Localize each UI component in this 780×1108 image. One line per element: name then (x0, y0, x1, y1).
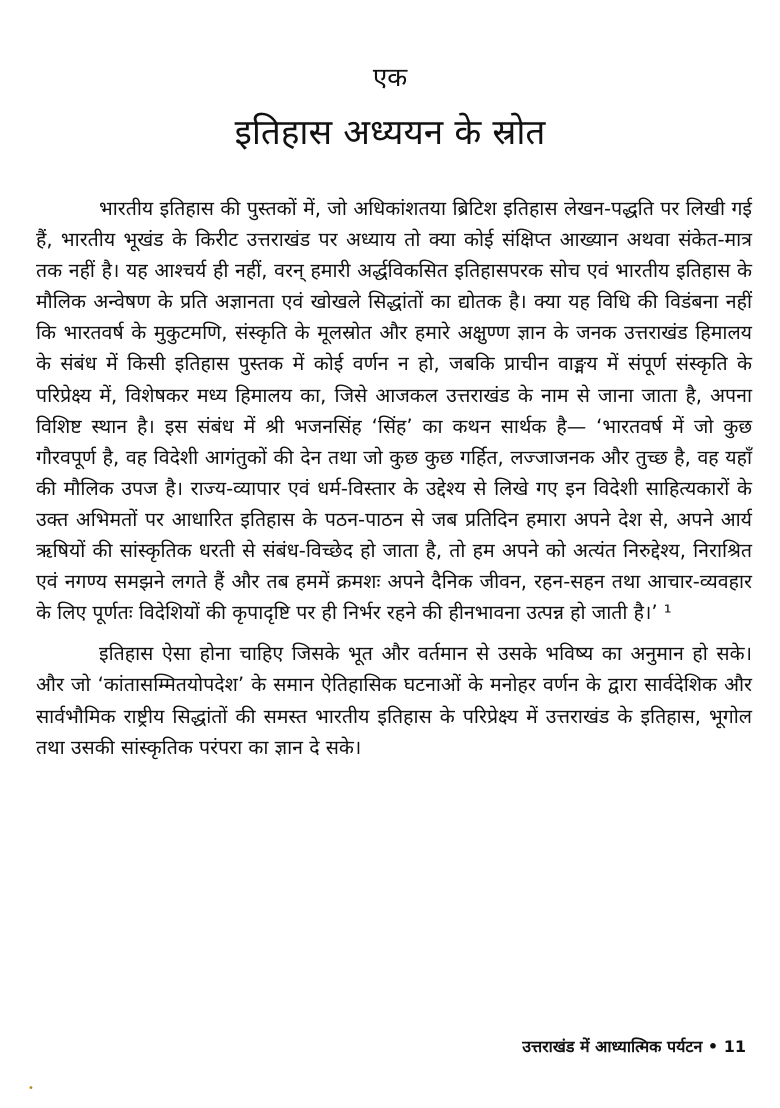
footer-separator: • (707, 1037, 719, 1056)
paragraph-1: भारतीय इतिहास की पुस्तकों में, जो अधिकांशतया ब्रिटिश इतिहास लेखन-पद्धति पर लिखी गई हैं, भारतीय भूखंड के किरीट उत्तराखंड पर अध्याय तो क्या कोई संक्षिप्त आख्यान अथवा संकेत-मात्र तक नहीं है। यह आश्चर्य ही नहीं, वरन् हमारी अर्द्धविकसित इतिहासपरक सोच एवं भारतीय इतिहास के मौलिक अन्वेषण के प्रति अज्ञानता एवं खोखले सिद्धांतों का द्योतक है। क्या यह विधि की विडंबना नहीं कि भारतवर्ष के मुकुटमणि, संस्कृति के मूलस्रोत और हमारे अक्षुण्ण ज्ञान के जनक उत्तराखंड हिमालय के संबंध में किसी इतिहास पुस्तक में कोई वर्णन न हो, जबकि प्राचीन वाङ्मय में संपूर्ण संस्कृति के परिप्रेक्ष्य में, विशेषकर मध्य हिमालय का, जिसे आजकल उत्तराखंड के नाम से जाना जाता है, अपना विशिष्ट स्थान है। इस संबंध में श्री भजनसिंह ‘सिंह’ का कथन सार्थक है— ‘भारतवर्ष में जो कुछ गौरवपूर्ण है, वह विदेशी आगंतुकों की देन तथा जो कुछ कुछ गर्हित, लज्जाजनक और तुच्छ है, वह यहाँ की मौलिक उपज है। राज्य-व्यापार एवं धर्म-विस्तार के उद्देश्य से लिखे गए इन विदेशी साहित्यकारों के उक्त अभिमतों पर आधारित इतिहास के पठन-पाठन से जब प्रतिदिन हमारा अपने देश से, अपने आर्य ऋषियों की सांस्कृतिक धरती से संबंध-विच्छेद हो जाता है, तो हम अपने को अत्यंत निरुद्देश्य, निराश्रित एवं नगण्य समझने लगते हैं और तब हममें क्रमशः अपने दैनिक जीवन, रहन-सहन तथा आचार-व्यवहार के लिए पूर्णतः विदेशियों की कृपादृष्टि पर ही निर्भर रहने की हीनभावना उत्पन्न हो जाती है।’ ¹ (36, 197, 752, 625)
scan-dot-mark: • (28, 1083, 34, 1094)
body-text (36, 193, 752, 773)
running-title: उत्तराखंड में आध्यात्मिक पर्यटन (522, 1037, 703, 1056)
chapter-number: एक (372, 63, 408, 93)
page-footer (522, 1035, 746, 1057)
chapter-title: इतिहास अध्ययन के स्रोत (234, 113, 546, 153)
page-number: 11 (723, 1037, 746, 1056)
paragraph-2: इतिहास ऐसा होना चाहिए जिसके भूत और वर्तमान से उसके भविष्य का अनुमान हो सके। और जो ‘कांतासम्मितयोपदेश’ के समान ऐतिहासिक घटनाओं के मनोहर वर्णन के द्वारा सार्वदेशिक और सार्वभौमिक राष्ट्रीय सिद्धांतों की समस्त भारतीय इतिहास के परिप्रेक्ष्य में उत्तराखंड के इतिहास, भूगोल तथा उसकी सांस्कृतिक परंपरा का ज्ञान दे सके। (36, 642, 752, 759)
